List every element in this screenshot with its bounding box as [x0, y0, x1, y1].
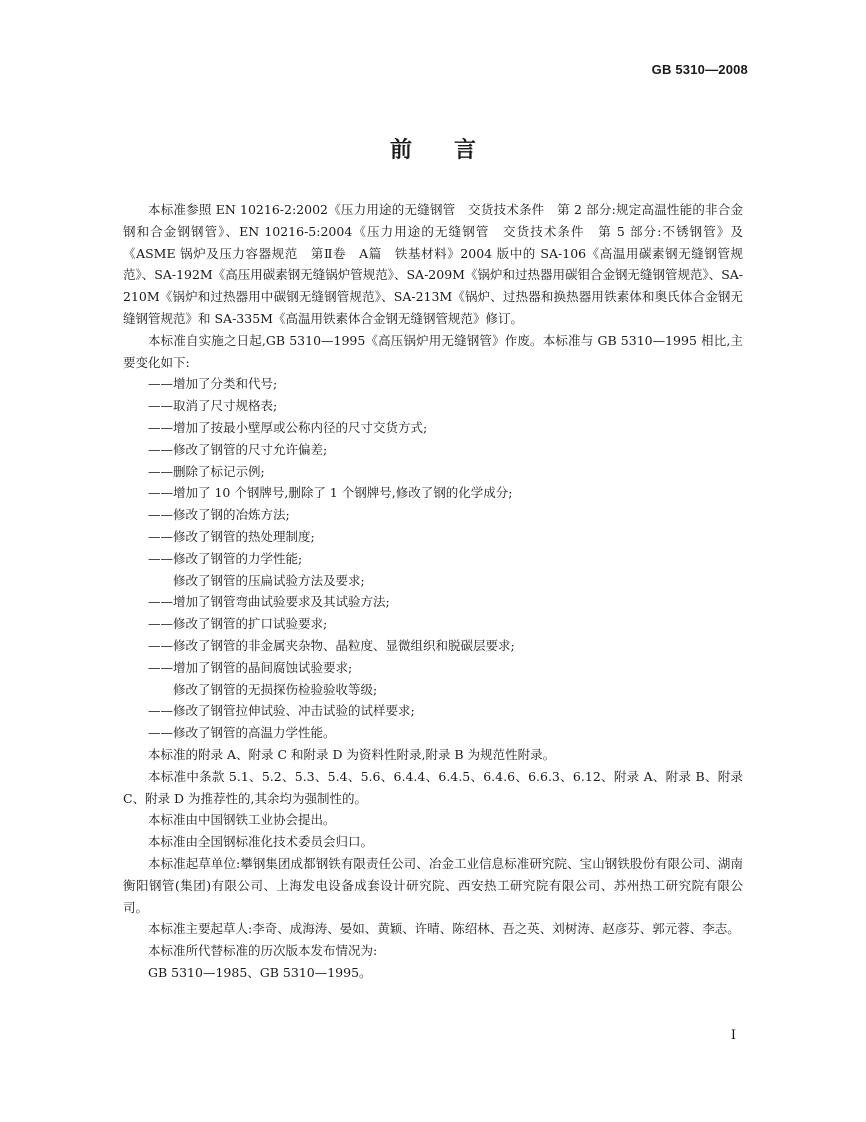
list-item: ——修改了钢的冶炼方法; [148, 507, 290, 523]
drafting-units-paragraph: 本标准起草单位:攀钢集团成都钢铁有限责任公司、冶金工业信息标准研究院、宝山钢铁股份有限公司、湖南衡阳钢管(集团)有限公司、上海发电设备成套设计研究院、西安热工研究院有限公司、苏州热工研究院有限公司。 [123, 855, 743, 915]
clauses-paragraph: 本标准中条款 5.1、5.2、5.3、5.4、5.6、6.4.4、6.4.5、6.4.6、6.6.3、6.12、附录 A、附录 B、附录 C、附录 D 为推荐性的,其余均为强制性的。 [123, 768, 743, 806]
replace-paragraph: 本标准自实施之日起,GB 5310—1995《高压锅炉用无缝钢管》作废。本标准与 GB 5310—1995 相比,主要变化如下: [123, 332, 743, 370]
list-item: ——增加了分类和代号; [148, 376, 278, 392]
list-item: ——修改了钢管的扩口试验要求; [148, 616, 328, 632]
list-item: ——增加了钢管弯曲试验要求及其试验方法; [148, 594, 390, 610]
list-item: ——增加了按最小壁厚或公称内径的尺寸交货方式; [148, 419, 428, 435]
intro-paragraph: 本标准参照 EN 10216-2:2002《压力用途的无缝钢管 交货技术条件 第 2 部分:规定高温性能的非合金钢和合金钢钢管》、EN 10216-5:2004《压力用途的无缝钢管 交货技术条件 第 5 部分:不锈钢管》及《ASME 锅炉及压力容器规范 第Ⅱ卷 A篇 铁基材料》2004 版中的 SA-106《高温用碳素钢无缝钢管规范》、SA-192M《高压用碳素钢无缝锅炉管规范》、SA-209M《锅炉和过热器用碳钼合金钢无缝钢管规范》、SA-210M《锅炉和过热器用中碳钢无缝钢管规范》、SA-213M《锅炉、过热器和换热器用铁素体和奥氏体合金钢无缝钢管规范》和 SA-335M《高温用铁素体合金钢无缝钢管规范》修订。 [123, 202, 744, 326]
changes-list [123, 373, 743, 744]
preface-body [123, 199, 743, 984]
list-item: ——修改了钢管的高温力学性能。 [148, 725, 336, 741]
standard-number: GB 5310—2008 [651, 62, 748, 77]
list-item: ——修改了钢管的力学性能; [148, 550, 303, 566]
drafters-paragraph: 本标准主要起草人:李奇、成海涛、晏如、黄颖、许晴、陈绍林、吾之英、刘树涛、赵彦芬、郭元蓉、李志。 [148, 921, 740, 937]
list-item: ——增加了钢管的晶间腐蚀试验要求; [148, 659, 353, 675]
history-intro-paragraph: 本标准所代替标准的历次版本发布情况为: [148, 943, 378, 959]
list-item: ——修改了钢管拉伸试验、冲击试验的试样要求; [148, 703, 415, 719]
list-item: 修改了钢管的无损探伤检验验收等级; [173, 681, 378, 697]
page-number: I [730, 1028, 736, 1043]
centralizer-paragraph: 本标准由全国钢标准化技术委员会归口。 [148, 834, 374, 850]
appendix-paragraph: 本标准的附录 A、附录 C 和附录 D 为资料性附录,附录 B 为规范性附录。 [148, 746, 556, 762]
list-item: ——修改了钢管的尺寸允许偏差; [148, 441, 328, 457]
list-item: ——删除了标记示例; [148, 463, 265, 479]
proposer-paragraph: 本标准由中国钢铁工业协会提出。 [148, 812, 336, 828]
list-item: ——取消了尺寸规格表; [148, 398, 278, 414]
list-item: 修改了钢管的压扁试验方法及要求; [173, 572, 365, 588]
history-versions: GB 5310—1985、GB 5310—1995。 [148, 964, 372, 980]
list-item: ——修改了钢管的热处理制度; [148, 528, 315, 544]
page-title: 前言 [389, 138, 518, 163]
list-item: ——修改了钢管的非金属夹杂物、晶粒度、显微组织和脱碳层要求; [148, 637, 515, 653]
list-item: ——增加了 10 个钢牌号,删除了 1 个钢牌号,修改了钢的化学成分; [148, 485, 513, 501]
